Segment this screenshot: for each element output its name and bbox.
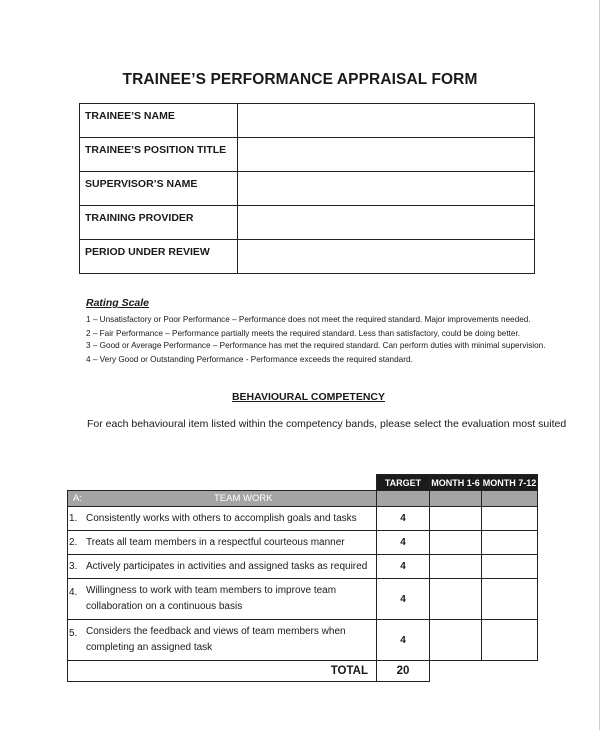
section-cell: [377, 491, 430, 507]
position-title-field[interactable]: [238, 138, 535, 172]
target-header: TARGET: [377, 475, 430, 491]
item-text: [68, 555, 377, 579]
total-row: [68, 661, 538, 682]
form-title: TRAINEE’S PERFORMANCE APPRAISAL FORM: [122, 71, 478, 88]
info-row: [80, 240, 535, 274]
month-1-6-cell[interactable]: [430, 531, 482, 555]
item-line: Willingness to work with team members to improve team: [86, 585, 337, 596]
month-1-6-cell[interactable]: [430, 579, 482, 620]
trainee-name-label: TRAINEE’S NAME: [80, 104, 238, 138]
rating-scale-title: Rating Scale: [86, 297, 150, 309]
item-text: [68, 620, 377, 661]
section-cell: [430, 491, 482, 507]
month-7-12-cell[interactable]: [482, 531, 538, 555]
table-row: [68, 555, 538, 579]
rating-line-3: 3 – Good or Average Performance – Performance has met the required standard. Can perform duties with minimal supervision.: [86, 341, 546, 350]
section-name: TEAM WORK: [214, 493, 273, 504]
header-row: [68, 475, 538, 491]
item-number: 3.: [69, 560, 78, 572]
total-spacer: [482, 661, 538, 682]
item-text: [68, 531, 377, 555]
rating-line-4: 4 – Very Good or Outstanding Performance - Performance exceeds the required standard.: [86, 355, 413, 364]
month-1-6-cell[interactable]: [430, 507, 482, 531]
table-row: [68, 531, 538, 555]
info-row: [80, 138, 535, 172]
item-number: 2.: [69, 536, 78, 548]
table-row: [68, 579, 538, 620]
item-number: 1.: [69, 512, 78, 524]
info-row: [80, 206, 535, 240]
table-row: [68, 620, 538, 661]
trainee-info-table: [79, 103, 535, 274]
competency-table: [67, 474, 538, 682]
month-7-12-header: MONTH 7-12: [482, 475, 538, 491]
target-value: 4: [377, 531, 430, 555]
month-7-12-cell[interactable]: [482, 579, 538, 620]
review-period-field[interactable]: [238, 240, 535, 274]
rating-line-2: 2 – Fair Performance – Performance partially meets the required standard. Less than satisfactory, could be doing better.: [86, 329, 521, 338]
item-line: Treats all team members in a respectful courteous manner: [86, 536, 345, 548]
month-7-12-cell[interactable]: [482, 620, 538, 661]
table-row: [68, 507, 538, 531]
item-line: collaboration on a continuous basis: [86, 601, 243, 612]
competency-instruction: For each behavioural item listed within the competency bands, please select the evaluation most suited: [87, 418, 567, 430]
training-provider-label: TRAINING PROVIDER: [80, 206, 238, 240]
month-1-6-cell[interactable]: [430, 555, 482, 579]
supervisor-name-field[interactable]: [238, 172, 535, 206]
target-value: 4: [377, 579, 430, 620]
item-line: Actively participates in activities and assigned tasks as required: [86, 560, 368, 572]
month-7-12-cell[interactable]: [482, 507, 538, 531]
item-line: Considers the feedback and views of team members when: [86, 626, 346, 637]
header-spacer: [68, 475, 377, 491]
item-text: [68, 507, 377, 531]
total-spacer: [430, 661, 482, 682]
review-period-label: PERIOD UNDER REVIEW: [80, 240, 238, 274]
position-title-label: TRAINEE’S POSITION TITLE: [80, 138, 238, 172]
total-value: 20: [377, 661, 430, 682]
section-label: [68, 491, 377, 507]
info-row: [80, 172, 535, 206]
item-line: completing an assigned task: [86, 642, 213, 653]
item-number: 4.: [69, 587, 78, 598]
total-label: TOTAL: [68, 661, 377, 682]
trainee-name-field[interactable]: [238, 104, 535, 138]
target-value: 4: [377, 555, 430, 579]
training-provider-field[interactable]: [238, 206, 535, 240]
section-row: [68, 491, 538, 507]
section-letter: A:: [73, 493, 82, 504]
item-line: Consistently works with others to accomplish goals and tasks: [86, 512, 357, 524]
target-value: 4: [377, 620, 430, 661]
item-number: 5.: [69, 628, 78, 639]
target-value: 4: [377, 507, 430, 531]
month-1-6-cell[interactable]: [430, 620, 482, 661]
section-cell: [482, 491, 538, 507]
supervisor-name-label: SUPERVISOR’S NAME: [80, 172, 238, 206]
competency-title: BEHAVIOURAL COMPETENCY: [231, 391, 386, 403]
info-row: [80, 104, 535, 138]
month-7-12-cell[interactable]: [482, 555, 538, 579]
item-text: [68, 579, 377, 620]
rating-line-1: 1 – Unsatisfactory or Poor Performance – Performance does not meet the required standard. Major improvements needed.: [86, 315, 531, 324]
month-1-6-header: MONTH 1-6: [430, 475, 482, 491]
